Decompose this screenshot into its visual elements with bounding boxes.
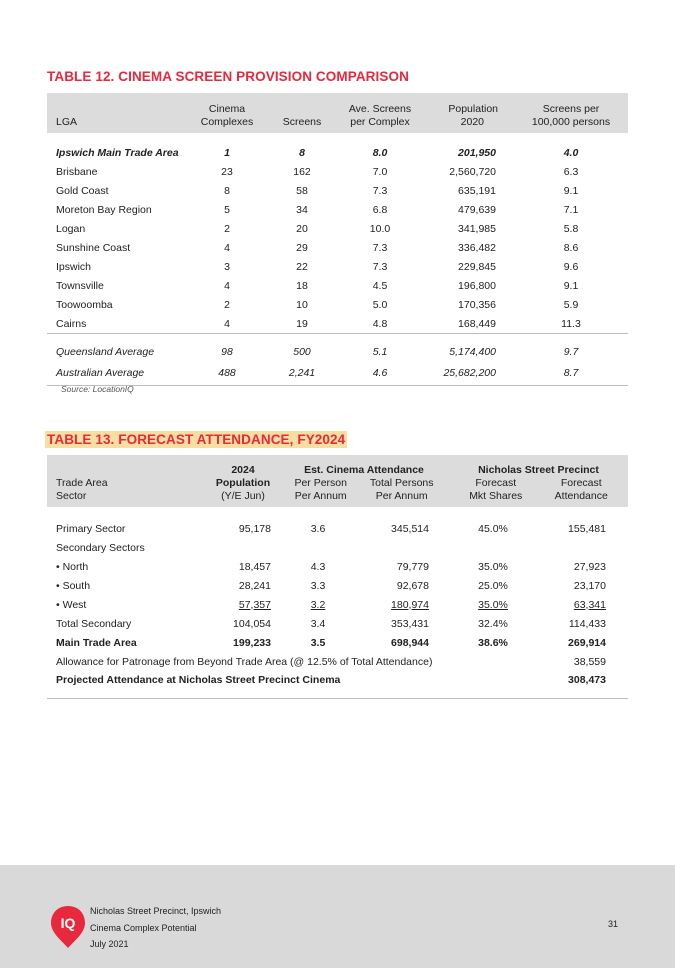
table-13-title: TABLE 13. FORECAST ATTENDANCE, FY2024 [47, 432, 346, 447]
footer-report-title: Cinema Complex Potential [90, 922, 197, 933]
table-row: Toowoomba 2 10 5.0 170,356 5.9 [56, 298, 579, 311]
footer-date: July 2021 [90, 939, 129, 949]
table-row: Moreton Bay Region 5 34 6.8 479,639 7.1 [56, 203, 579, 216]
table-row-average: Queensland Average 98 500 5.1 5,174,400 9.7 [56, 345, 579, 358]
table-row-allowance: Allowance for Patronage from Beyond Trade Area (@ 12.5% of Total Attendance) 38,559 [56, 655, 606, 668]
header-lga: LGA [56, 116, 78, 128]
header-ave-screens: Ave. Screens per Complex [348, 103, 412, 128]
table-row-highlight: Ipswich Main Trade Area 1 8 8.0 201,950 4.0 [47, 143, 628, 162]
header-nicholas-street: Nicholas Street Precinct Forecast Mkt Shares Forecast Attendance [469, 464, 608, 502]
header-total-persons: Total Persons Per Annum [369, 477, 434, 502]
header-population: 2024 Population (Y/E Jun) [215, 464, 271, 502]
header-screens: Screens [282, 116, 322, 128]
header-forecast-mkt: Forecast Mkt Shares [469, 477, 523, 502]
svg-text:IQ: IQ [60, 915, 76, 931]
table-row: • West 57,357 3.2 180,974 35.0% 63,341 [56, 598, 606, 611]
table-row-projected: Projected Attendance at Nicholas Street Precinct Cinema 308,473 [47, 671, 628, 699]
table-row: • South 28,241 3.3 92,678 25.0% 23,170 [56, 579, 606, 592]
footer-text [90, 903, 221, 953]
table-row-main-trade-area: Main Trade Area 199,233 3.5 698,944 38.6% 269,914 [56, 636, 606, 649]
table-row-total: Total Secondary 104,054 3.4 353,431 32.4% 114,433 [56, 617, 606, 630]
table-row: Secondary Sectors [56, 541, 145, 554]
table-row: Primary Sector 95,178 3.6 345,514 45.0% 155,481 [56, 522, 606, 535]
forecast-attendance-table [47, 455, 628, 699]
header-forecast-attendance: Forecast Attendance [554, 477, 608, 502]
header-population: Population 2020 [448, 103, 498, 128]
table-header-row [47, 455, 628, 507]
footer-project: Nicholas Street Precinct, Ipswich [90, 906, 222, 916]
header-est-attendance: Est. Cinema Attendance Per Person Per Annum Total Persons Per Annum [294, 464, 434, 502]
page-number: 31 [608, 919, 619, 929]
table-row: Cairns 4 19 4.8 168,449 11.3 [56, 317, 581, 330]
table-row: Brisbane 23 162 7.0 2,560,720 6.3 [56, 165, 579, 178]
table-12-title: TABLE 12. CINEMA SCREEN PROVISION COMPARISON [47, 69, 409, 84]
table-row-average: Australian Average 488 2,241 4.6 25,682,200 8.7 [47, 361, 628, 386]
header-trade-area: Trade Area Sector [56, 477, 108, 502]
header-per-person: Per Person Per Annum [294, 477, 347, 502]
table-row: Gold Coast 8 58 7.3 635,191 9.1 [56, 184, 579, 197]
table-header-row [47, 93, 628, 133]
table-row: • North 18,457 4.3 79,779 35.0% 27,923 [56, 560, 606, 573]
cinema-screen-provision-table [47, 93, 628, 386]
table-row: Sunshine Coast 4 29 7.3 336,482 8.6 [56, 241, 579, 254]
locationiq-logo-icon [50, 905, 86, 949]
table-row: Townsville 4 18 4.5 196,800 9.1 [56, 279, 579, 292]
table-12-source: Source: LocationIQ [61, 384, 134, 394]
row-label: Ipswich Main Trade Area [56, 146, 179, 159]
header-screens-per-100k: Screens per 100,000 persons [531, 103, 611, 128]
table-row: Logan 2 20 10.0 341,985 5.8 [56, 222, 579, 235]
table-row: Ipswich 3 22 7.3 229,845 9.6 [56, 260, 579, 273]
header-complexes: Cinema Complexes [200, 103, 254, 128]
